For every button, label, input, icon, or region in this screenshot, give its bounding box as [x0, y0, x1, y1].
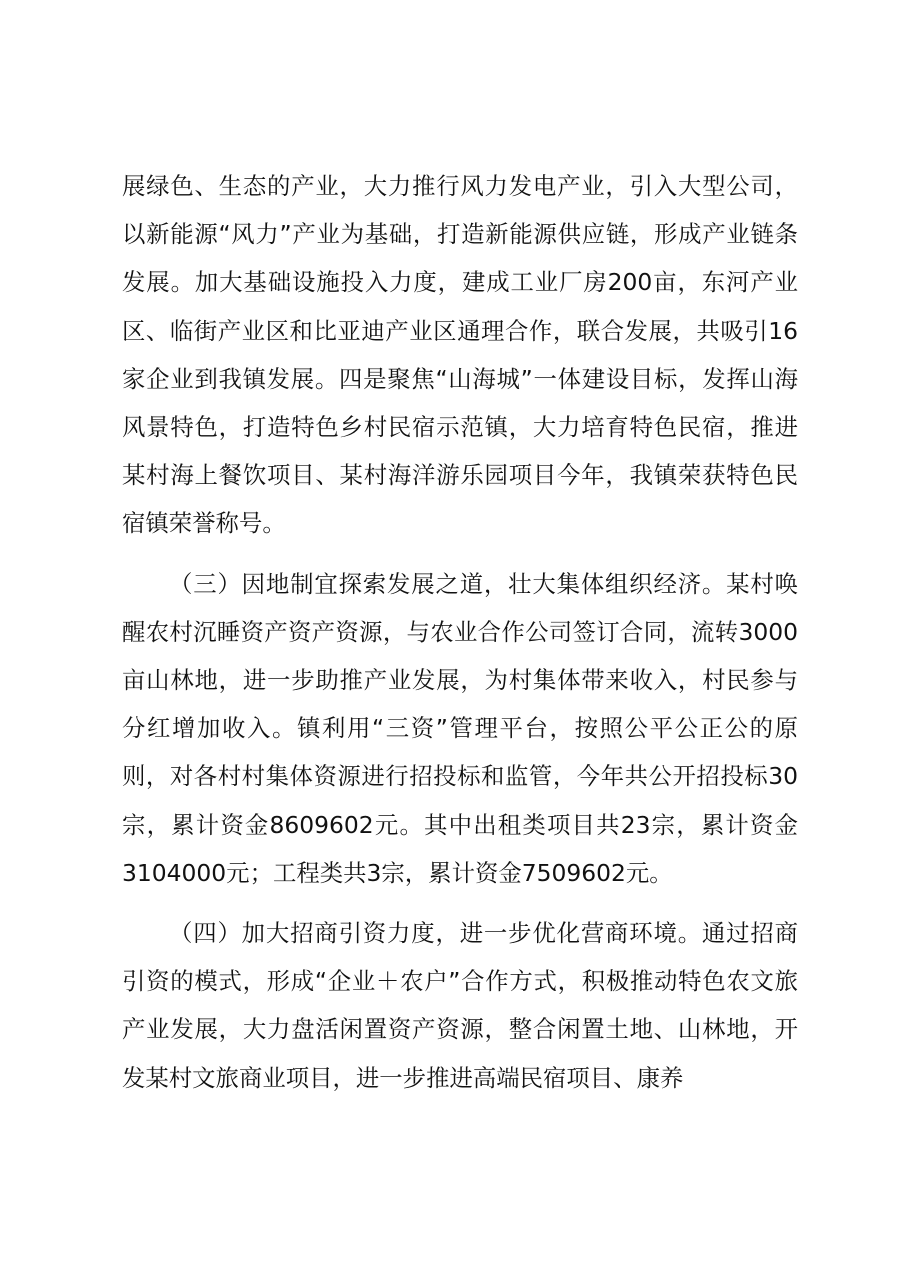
paragraph-section-three: （三）因地制宜探索发展之道，壮大集体组织经济。某村唤醒农村沉睡资产资产资源，与农业合作公司签订合同，流转3000亩山林地，进一步助推产业发展，为村集体带来收入，村民参与分红增加收入。镇利用“三资”管理平台，按照公平公正公的原则，对各村村集体资源进行招投标和监管，今年共公开招投标30宗，累计资金8609602元。其中出租类项目共23宗，累计资金3104000元；工程类共3宗，累计资金7509602元。	[122, 569, 798, 887]
document-body	[122, 162, 798, 1102]
paragraph-gap	[122, 548, 798, 560]
paragraph-gap	[122, 897, 798, 909]
paragraph-continued: 展绿色、生态的产业，大力推行风力发电产业，引入大型公司，以新能源“风力”产业为基础，打造新能源供应链，形成产业链条发展。加大基础设施投入力度，建成工业厂房200亩，东河产业区、临街产业区和比亚迪产业区通理合作，联合发展，共吸引16家企业到我镇发展。四是聚焦“山海城”一体建设目标，发挥山海风景特色，打造特色乡村民宿示范镇，大力培育特色民宿，推进某村海上餐饮项目、某村海洋游乐园项目今年，我镇荣获特色民宿镇荣誉称号。	[122, 172, 798, 538]
paragraph-section-four: （四）加大招商引资力度，进一步优化营商环境。通过招商引资的模式，形成“企业＋农户”合作方式，积极推动特色农文旅产业发展，大力盘活闲置资产资源，整合闲置土地、山林地，开发某村文旅商业项目，进一步推进高端民宿项目、康养	[122, 919, 798, 1092]
